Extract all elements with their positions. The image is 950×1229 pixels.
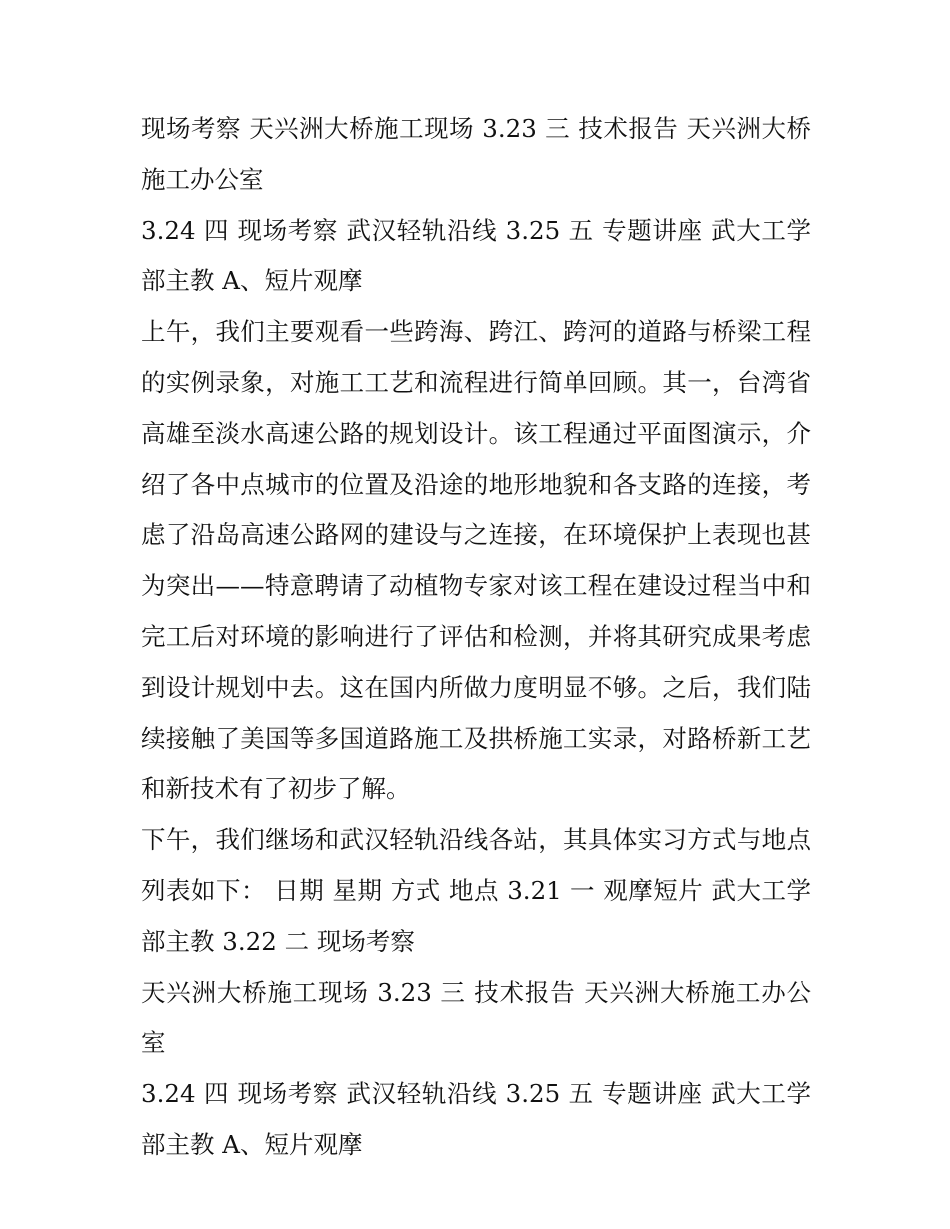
paragraph-schedule-final: 3.24 四 现场考察 武汉轻轨沿线 3.25 五 专题讲座 武大工学部主教 A、短片观摩 (141, 1079, 811, 1159)
paragraph-schedule-site: 天兴洲大桥施工现场 3.23 三 技术报告 天兴洲大桥施工办公室 (141, 977, 811, 1058)
paragraph-morning-summary: 上午，我们主要观看一些跨海、跨江、跨河的道路与桥梁工程的实例录象，对施工工艺和流程进行简单回顾。其一，台湾省高雄至淡水高速公路的规划设计。该工程通过平面图演示，介绍了各中点城市的位置及沿途的地形地貌和各支路的连接，考虑了沿岛高速公路网的建设与之连接，在环境保护上表现也甚为突出——特意聘请了动植物专家对该工程在建设过程当中和完工后对环境的影响进行了评估和检测，并将其研究成果考虑到设计规划中去。这在国内所做力度明显不够。之后，我们陆续接触了美国等多国道路施工及拱桥施工实录，对路桥新工艺和新技术有了初步了解。 (141, 317, 811, 804)
paragraph-schedule-rows: 3.24 四 现场考察 武汉轻轨沿线 3.25 五 专题讲座 武大工学部主教 A、短片观摩 (141, 215, 811, 296)
document-body (141, 104, 811, 1171)
paragraph-afternoon-summary: 下午，我们继场和武汉轻轨沿线各站，其具体实习方式与地点列表如下： 日期 星期 方式 地点 3.21 一 观摩短片 武大工学部主教 3.22 二 现场考察 (141, 825, 811, 956)
paragraph-schedule-continuation: 现场考察 天兴洲大桥施工现场 3.23 三 技术报告 天兴洲大桥施工办公室 (141, 114, 811, 194)
